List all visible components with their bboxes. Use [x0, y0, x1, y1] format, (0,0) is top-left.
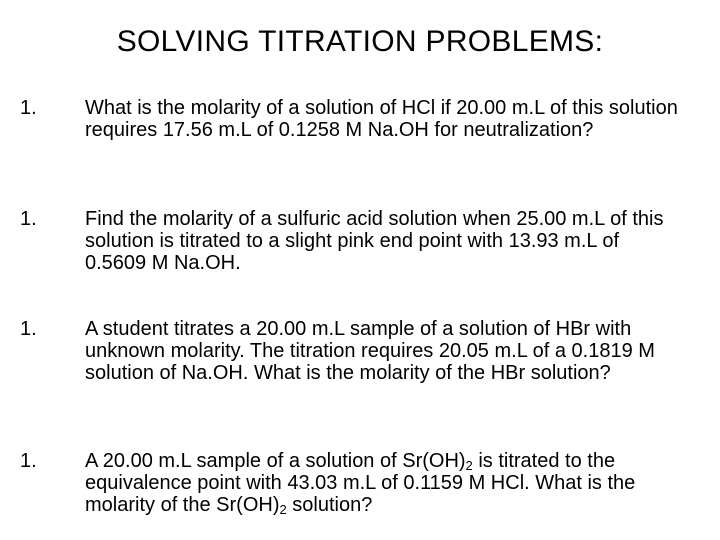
problem-text-part: A 20.00 m.L sample of a solution of Sr(OH)	[85, 450, 466, 472]
subscript: 2	[465, 458, 473, 473]
subscript: 2	[279, 502, 287, 517]
problem-text-part: is titrated to the equivalence point with 43.03 m.L of 0.1159 M HCl. What is the molarity of the Sr(OH)	[85, 450, 636, 516]
problem-text-part: solution?	[286, 494, 373, 516]
problem-number: 1.	[20, 208, 37, 230]
problem-number: 1.	[20, 97, 37, 119]
problem-text: A student titrates a 20.00 m.L sample of a solution of HBr with unknown molarity. The titration requires 20.05 m.L of a 0.1819 M solution of Na.OH. What is the molarity of the HBr solution?	[85, 318, 655, 384]
problem-text	[85, 450, 685, 516]
problem-text: What is the molarity of a solution of HCl if 20.00 m.L of this solution requires 17.56 m.L of 0.1258 M Na.OH for neutralization?	[85, 97, 678, 141]
problem-number: 1.	[20, 318, 37, 340]
slide-title: SOLVING TITRATION PROBLEMS:	[116, 25, 604, 58]
problem-number: 1.	[20, 450, 37, 472]
problem-text: Find the molarity of a sulfuric acid solution when 25.00 m.L of this solution is titrated to a slight pink end point with 13.93 m.L of 0.5609 M Na.OH.	[85, 208, 664, 274]
